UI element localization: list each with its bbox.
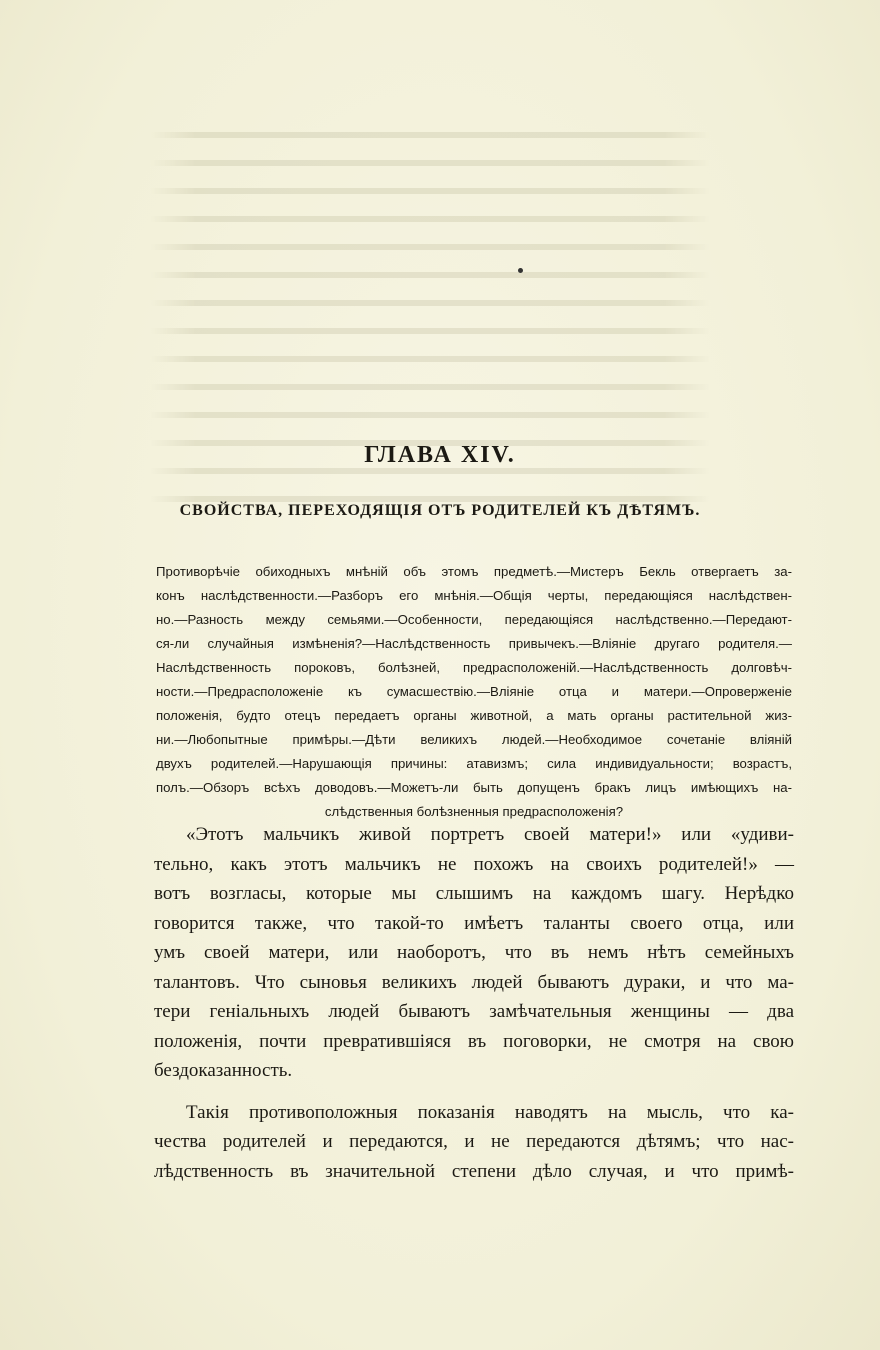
chapter-summary [156,560,792,824]
summary-line: слѣдственныя болѣзненныя предрасположенія? [324,804,624,819]
summary-line: полъ.—Обзоръ всѣхъ доводовъ.—Можетъ-ли быть допущенъ бракъ лицъ имѣющихъ на- [156,780,792,795]
paragraph-2-line: лѣдственность въ значительной степени дѣло случая, и что примѣ- [154,1160,794,1182]
paragraph-1-line: умъ своей матери, или наоборотъ, что въ немъ нѣтъ семейныхъ [154,942,794,963]
summary-line: двухъ родителей.—Нарушающія причины: атавизмъ; сила индивидуальности; возрастъ, [156,756,792,771]
chapter-title: СВОЙСТВА, ПЕРЕХОДЯЩІЯ ОТЪ РОДИТЕЛЕЙ КЪ ДѢТЯМЪ. [179,502,701,519]
paragraph-1-line: тельно, какъ этотъ мальчикъ не похожъ на своихъ родителей!» — [154,853,794,875]
paragraph-1-line: тери геніальныхъ людей бываютъ замѣчательныя женщины — два [154,1001,794,1022]
paragraph-1-line: бездоказанность. [154,1060,293,1081]
summary-line: ни.—Любопытные примѣры.—Дѣти великихъ людей.—Необходимое сочетаніе вліяній [156,732,792,747]
summary-line: конъ наслѣдственности.—Разборъ его мнѣнія.—Общія черты, передающіяся наслѣдствен- [156,588,792,603]
ink-dot [518,268,523,273]
paragraph-1-line: говорится также, что такой-то имѣетъ таланты своего отца, или [154,912,794,934]
paragraph-1-line: «Этотъ мальчикъ живой портретъ своей матери!» или «удиви- [186,824,794,845]
summary-line: ся-ли случайныя измѣненія?—Наслѣдственность привычекъ.—Вліяніе другаго родителя.— [156,636,792,651]
summary-line: ности.—Предрасположеніе къ сумасшествію.—Вліяніе отца и матери.—Опроверженіе [156,684,792,699]
paragraph-1-line: положенія, почти превратившіяся въ поговорки, не смотря на свою [154,1030,794,1052]
reverse-side-bleed-through [150,110,710,570]
body-text [154,820,794,1186]
summary-line: но.—Разность между семьями.—Особенности, передающіяся наслѣдственно.—Передают- [156,612,792,627]
summary-line: Наслѣдственность пороковъ, болѣзней, предрасположеній.—Наслѣдственность долговѣч- [156,660,792,675]
summary-line: Противорѣчіе обиходныхъ мнѣній объ этомъ предметѣ.—Мистеръ Бекль отвергаетъ за- [156,564,792,579]
paragraph-1-line: талантовъ. Что сыновья великихъ людей бываютъ дураки, и что ма- [154,971,794,993]
chapter-heading: ГЛАВА XIV. [364,442,516,468]
paragraph-2-line: Такія противоположныя показанія наводятъ на мысль, что ка- [186,1101,794,1123]
summary-line: положенія, будто отецъ передаетъ органы животной, а мать органы растительной жиз- [156,708,792,723]
paragraph-1-line: вотъ возгласы, которые мы слышимъ на каждомъ шагу. Нерѣдко [154,883,794,904]
paragraph-2-line: чества родителей и передаются, и не передаются дѣтямъ; что нас- [154,1131,794,1152]
